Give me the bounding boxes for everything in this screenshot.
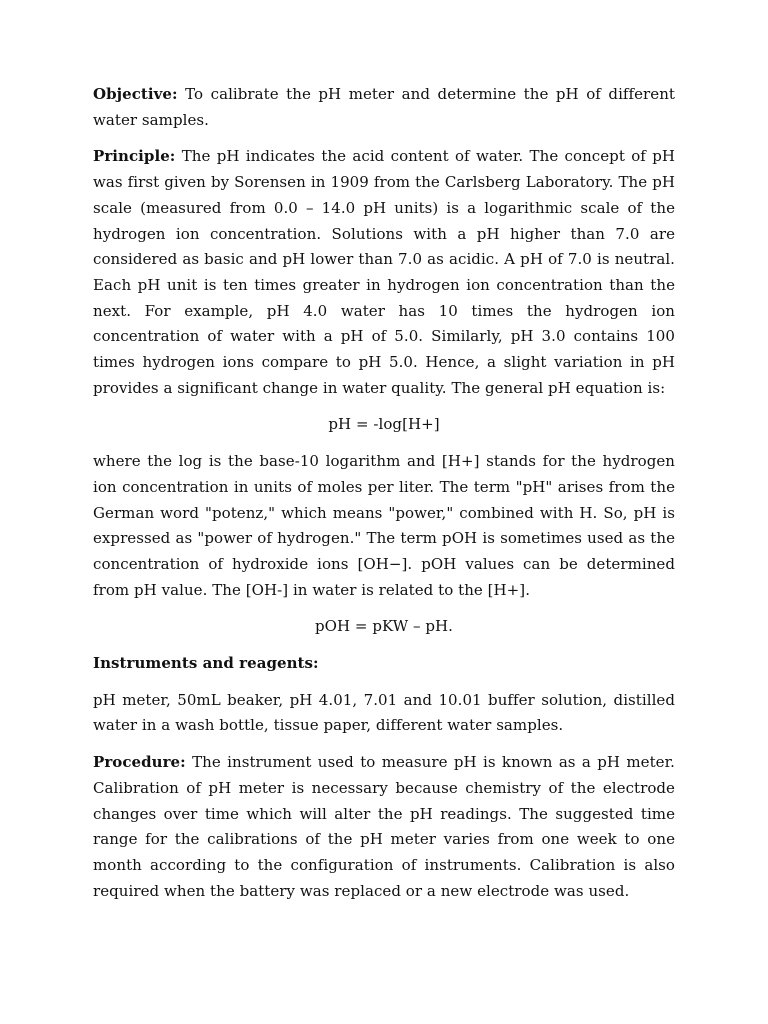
instruments-paragraph: pH meter, 50mL beaker, pH 4.01, 7.01 and 10.01 buffer solution, distilled water in a wash bottle, tissue paper, different water samples.	[93, 690, 675, 735]
principle-paragraph	[93, 144, 675, 401]
procedure-heading: Procedure:	[93, 753, 186, 772]
procedure-paragraph	[93, 750, 675, 904]
instruments-heading: Instruments and reagents:	[93, 654, 319, 673]
objective-heading: Objective:	[93, 85, 178, 103]
principle-text: The pH indicates the acid content of water. The concept of pH was first given by Sorensen in 1909 from the Carlsberg Laboratory. The pH scale (measured from 0.0 – 14.0 pH units) is a logarithmic scale of the hydrogen ion concentration. Solutions with a pH higher than 7.0 are considered as basic and pH lower than 7.0 as acidic. A pH of 7.0 is neutral. Each pH unit is ten times greater in hydrogen ion concentration than the next. For example, pH 4.0 water has 10 times the hydrogen ion concentration of water with a pH of 5.0. Similarly, pH 3.0 contains 100 times hydrogen ions compare to pH 5.0. Hence, a slight variation in pH provides a significant change in water quality. The general pH equation is:	[93, 147, 675, 397]
ph-equation: pH = -log[H+]	[328, 415, 440, 434]
explanation-paragraph: where the log is the base-10 logarithm and [H+] stands for the hydrogen ion concentration in units of moles per liter. The term "pH" arises from the German word "potenz," which means "power," combined with H. So, pH is expressed as "power of hydrogen." The term pOH is sometimes used as the concentration of hydroxide ions [OH−]. pOH values can be determined from pH value. The [OH-] in water is related to the [H+].	[93, 452, 675, 599]
poh-equation: pOH = pKW – pH.	[314, 617, 453, 636]
document-page	[93, 82, 675, 915]
principle-heading: Principle:	[93, 147, 176, 166]
objective-text: To calibrate the pH meter and determine the pH of different water samples.	[93, 85, 675, 129]
objective-paragraph	[93, 82, 675, 133]
procedure-text: The instrument used to measure pH is known as a pH meter. Calibration of pH meter is necessary because chemistry of the electrode changes over time which will alter the pH readings. The suggested time range for the calibrations of the pH meter varies from one week to one month according to the configuration of instruments. Calibration is also required when the battery was replaced or a new electrode was used.	[93, 753, 675, 900]
